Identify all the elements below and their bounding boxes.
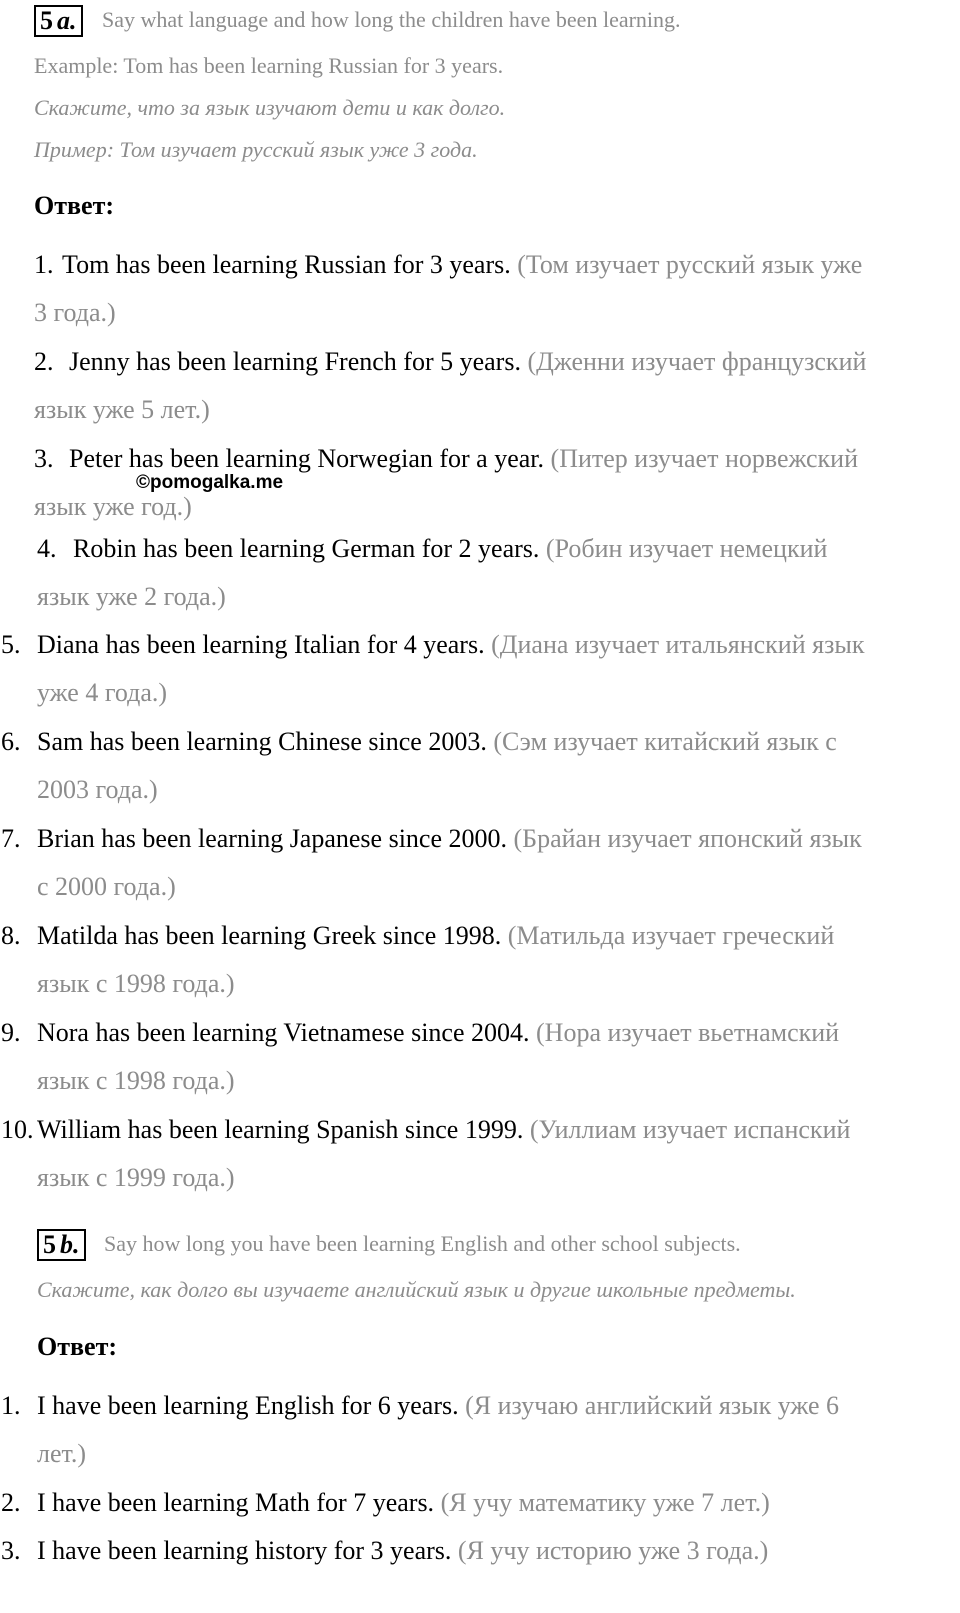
item-number: 5. xyxy=(1,630,21,659)
answer-english: Tom has been learning Russian for 3 years. xyxy=(62,250,511,279)
answer-translation-continued: уже 4 года.) xyxy=(37,678,168,707)
instruction-ru: Скажите, как долго вы изучаете английский язык и другие школьные предметы. xyxy=(37,1277,796,1302)
item-number: 7. xyxy=(1,824,21,853)
answer-translation-continued: язык с 1998 года.) xyxy=(37,969,235,998)
item-number: 10. xyxy=(1,1115,34,1144)
answer-translation: (Я изучаю английский язык уже 6 xyxy=(465,1391,840,1420)
answer-english: Jenny has been learning French for 5 years. xyxy=(69,347,521,376)
list-item xyxy=(1,1018,839,1048)
answer-heading: Ответ: xyxy=(37,1332,118,1361)
item-number: 1. xyxy=(1,1391,21,1420)
item-number: 3. xyxy=(1,1536,21,1565)
task-number-box-5b xyxy=(37,1229,86,1261)
instruction-en: Say how long you have been learning English and other school subjects. xyxy=(104,1231,741,1256)
answer-english: Brian has been learning Japanese since 2000. xyxy=(37,824,508,853)
answer-translation-continued: язык с 1998 года.) xyxy=(37,1066,235,1095)
answer-translation-continued: 3 года.) xyxy=(34,298,116,327)
answer-translation: (Брайан изучает японский язык xyxy=(513,824,862,853)
example-ru: Пример: Том изучает русский язык уже 3 года. xyxy=(34,137,478,162)
answer-english: William has been learning Spanish since 1999. xyxy=(37,1115,524,1144)
answer-translation-continued: с 2000 года.) xyxy=(37,872,176,901)
answer-english: Peter has been learning Norwegian for a year. xyxy=(69,444,545,473)
answer-translation-continued: язык уже 5 лет.) xyxy=(34,395,210,424)
answer-translation: (Диана изучает итальянский язык xyxy=(491,630,865,659)
answer-english: Robin has been learning German for 2 years. xyxy=(73,534,540,563)
watermark: ©pomogalka.me xyxy=(136,472,284,493)
list-item xyxy=(1,630,864,660)
answer-heading: Ответ: xyxy=(34,191,115,220)
list-item xyxy=(34,347,866,377)
answer-translation: (Том изучает русский язык уже xyxy=(517,250,863,279)
item-number: 2. xyxy=(1,1488,21,1517)
answer-translation-continued: язык с 1999 года.) xyxy=(37,1163,235,1192)
answer-english: Nora has been learning Vietnamese since 2004. xyxy=(37,1018,530,1047)
answer-translation: (Нора изучает вьетнамский xyxy=(536,1018,840,1047)
answer-translation: (Я учу историю уже 3 года.) xyxy=(457,1536,769,1565)
answer-english: Sam has been learning Chinese since 2003. xyxy=(37,727,487,756)
answer-translation: (Дженни изучает французский xyxy=(527,347,867,376)
answer-english: Diana has been learning Italian for 4 years. xyxy=(37,630,485,659)
list-item xyxy=(1,727,837,757)
example-en: Example: Tom has been learning Russian for 3 years. xyxy=(34,53,504,78)
list-item xyxy=(1,824,862,854)
answer-english: I have been learning English for 6 years. xyxy=(37,1391,459,1420)
answer-translation-continued: 2003 года.) xyxy=(37,775,158,804)
answer-translation-continued: лет.) xyxy=(37,1439,87,1468)
instruction-ru: Скажите, что за язык изучают дети и как долго. xyxy=(34,95,506,120)
list-item xyxy=(1,1488,770,1518)
item-number: 8. xyxy=(1,921,21,950)
task-letter: a. xyxy=(57,6,77,35)
answer-translation: (Матильда изучает греческий xyxy=(507,921,835,950)
list-item xyxy=(34,444,858,474)
item-number: 9. xyxy=(1,1018,21,1047)
list-item xyxy=(34,250,862,280)
answer-translation: (Робин изучает немецкий xyxy=(545,534,828,563)
item-number: 4. xyxy=(37,534,57,563)
list-item xyxy=(1,921,834,951)
instruction-en: Say what language and how long the children have been learning. xyxy=(102,7,681,32)
list-item xyxy=(1,1536,768,1566)
task-letter: b. xyxy=(60,1230,80,1259)
answer-translation: (Я учу математику уже 7 лет.) xyxy=(440,1488,770,1517)
task-number: 5 xyxy=(40,6,53,35)
item-number: 3. xyxy=(34,444,54,473)
answer-translation: (Питер изучает норвежский xyxy=(550,444,859,473)
task-number-box-5a xyxy=(34,5,83,37)
item-number: 1. xyxy=(34,250,54,279)
answer-english: Matilda has been learning Greek since 1998. xyxy=(37,921,502,950)
task-number: 5 xyxy=(43,1230,56,1259)
answer-translation-continued: язык уже год.) xyxy=(34,492,192,521)
answer-translation: (Уиллиам изучает испанский xyxy=(529,1115,851,1144)
list-item xyxy=(37,534,827,564)
item-number: 2. xyxy=(34,347,54,376)
answer-english: I have been learning history for 3 years. xyxy=(37,1536,452,1565)
answer-english: I have been learning Math for 7 years. xyxy=(37,1488,435,1517)
list-item xyxy=(1,1115,850,1145)
list-item xyxy=(1,1391,839,1421)
answer-translation-continued: язык уже 2 года.) xyxy=(37,582,226,611)
answer-translation: (Сэм изучает китайский язык с xyxy=(493,727,837,756)
item-number: 6. xyxy=(1,727,21,756)
